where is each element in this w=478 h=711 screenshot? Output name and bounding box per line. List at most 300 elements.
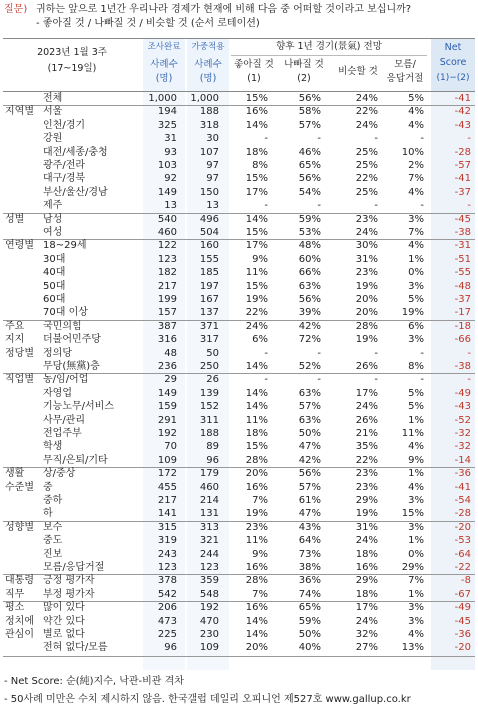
group-label: 대통령 — [5, 575, 34, 587]
weighted-count: 250 — [199, 361, 219, 372]
sample-count: 13 — [164, 200, 177, 212]
row-label: 40대 — [43, 267, 66, 279]
worse-pct: 56% — [298, 173, 321, 185]
sample-count: 236 — [157, 361, 177, 372]
sample-count: 542 — [157, 588, 177, 600]
same-pct: 24% — [355, 535, 378, 547]
row-label: 기능노무/서비스 — [43, 401, 114, 413]
same-pct: 29% — [355, 575, 378, 587]
unknown-pct: 1% — [408, 253, 424, 265]
row-label: 제주 — [43, 200, 63, 212]
unknown-pct: 0% — [408, 267, 424, 279]
same-pct: 26% — [355, 361, 378, 372]
sample-count: 206 — [157, 602, 177, 614]
header-opt4: 모름/ — [394, 59, 416, 70]
worse-pct: 63% — [298, 387, 321, 399]
net-score: -18 — [454, 320, 471, 332]
better-pct: 14% — [245, 387, 268, 399]
weighted-count: 311 — [199, 414, 219, 426]
better-pct: 18% — [245, 428, 268, 439]
same-pct: 27% — [355, 642, 378, 654]
worse-pct: 57% — [298, 481, 321, 493]
worse-pct: 48% — [298, 240, 321, 252]
weighted-count: 97 — [206, 160, 219, 171]
worse-pct: 59% — [298, 213, 321, 225]
unknown-pct: 3% — [408, 602, 424, 614]
table-row — [3, 294, 475, 306]
group-label: 관심이 — [5, 629, 34, 640]
same-pct: 16% — [355, 562, 378, 573]
better-pct: 14% — [245, 361, 268, 372]
worse-pct: 63% — [298, 414, 321, 426]
net-score: -43 — [454, 401, 471, 413]
row-label: 많이 있다 — [43, 602, 85, 614]
net-score: -57 — [454, 160, 471, 171]
unknown-pct: 5% — [408, 93, 424, 104]
row-label: 30대 — [43, 253, 66, 265]
header-score3: (1)−(2) — [436, 73, 470, 83]
sample-count: 149 — [157, 186, 177, 198]
weighted-count: 97 — [206, 173, 219, 185]
table-row — [3, 522, 475, 534]
unknown-pct: 4% — [408, 119, 424, 131]
unknown-pct: 13% — [401, 642, 424, 654]
sample-count: 217 — [157, 495, 177, 506]
net-score: -8 — [461, 575, 471, 587]
table-row — [3, 629, 475, 641]
row-label: 부정 평가자 — [43, 588, 95, 600]
table-row — [3, 441, 475, 453]
sample-count: 157 — [157, 307, 177, 319]
unknown-pct: 3% — [408, 521, 424, 533]
unknown-pct: 29% — [401, 562, 424, 573]
weighted-count: 192 — [199, 602, 219, 614]
sample-count: 149 — [157, 387, 177, 399]
same-pct: 19% — [355, 334, 378, 346]
net-score: -41 — [454, 173, 471, 185]
header-opt1-num: (1) — [247, 73, 261, 84]
unknown-pct: 1% — [408, 535, 424, 547]
net-score: -32 — [454, 441, 471, 453]
header-weighted: 사례수 — [194, 59, 222, 70]
row-label: 전업주부 — [43, 428, 82, 439]
header-score2: Score — [439, 57, 467, 68]
table-row — [3, 227, 475, 239]
row-label: 서울 — [43, 106, 63, 118]
worse-pct: 72% — [298, 334, 321, 346]
sample-count: 199 — [157, 294, 177, 305]
sample-count: 291 — [157, 414, 177, 426]
row-label: 별로 없다 — [43, 629, 85, 640]
table-row — [3, 575, 475, 587]
table-row — [3, 106, 475, 118]
better-pct: 16% — [245, 562, 268, 573]
row-label: 진보 — [43, 548, 63, 560]
group-label: 지지 — [5, 334, 25, 346]
sample-count: 172 — [157, 468, 177, 480]
header-sample-top: 조사완료 — [147, 42, 181, 52]
unknown-pct: 3% — [408, 280, 424, 292]
net-score: -67 — [454, 588, 471, 600]
net-score: -51 — [454, 253, 471, 265]
net-score: - — [467, 347, 471, 359]
table-row — [3, 147, 475, 159]
row-label: 국민의힘 — [43, 320, 82, 332]
row-label: 대전/세종/충청 — [43, 146, 108, 158]
group-label: 연령별 — [5, 240, 34, 252]
net-score: -49 — [454, 387, 471, 399]
question-text: 귀하는 앞으로 1년간 우리나라 경제가 현재에 비해 다음 중 어떠할 것이라고 보십니까? — [36, 4, 412, 15]
better-pct: 9% — [252, 548, 268, 560]
unknown-pct: 1% — [408, 588, 424, 600]
footnote-1: - Net Score: 순(純)지수, 낙관-비관 격차 — [4, 676, 184, 687]
unknown-pct: 10% — [401, 146, 424, 158]
sample-count: 93 — [164, 146, 177, 158]
sample-count: 460 — [157, 227, 177, 238]
unknown-pct: 1% — [408, 414, 424, 426]
sample-count: 29 — [164, 374, 177, 386]
better-pct: 23% — [245, 521, 268, 533]
worse-pct: 47% — [298, 441, 321, 453]
header-dates: (17~19일) — [47, 63, 97, 74]
table-row — [3, 482, 475, 494]
table-row — [3, 602, 475, 614]
worse-pct: 38% — [298, 562, 321, 573]
footnote-2: - 50사례 미만은 수치 제시하지 않음. 한국갤럽 데일리 오피니언 제527호 www.gallup.co.kr — [4, 694, 411, 705]
same-pct: 29% — [355, 495, 378, 506]
sample-count: 192 — [157, 428, 177, 439]
worse-pct: 39% — [298, 307, 321, 319]
worse-pct: 42% — [298, 320, 321, 332]
same-pct: 26% — [355, 414, 378, 426]
worse-pct: 57% — [298, 401, 321, 413]
weighted-count: 185 — [199, 267, 219, 279]
row-label: 전혀 없다/모름 — [43, 642, 108, 654]
unknown-pct: 0% — [408, 548, 424, 560]
worse-pct: 64% — [298, 535, 321, 547]
same-pct: 25% — [355, 186, 378, 198]
weighted-count: 89 — [206, 441, 219, 453]
row-label: 70대 이상 — [43, 307, 88, 319]
header-sample: 사례수 — [150, 59, 178, 70]
better-pct: 14% — [245, 615, 268, 627]
better-pct: 15% — [245, 441, 268, 453]
row-label: 전체 — [43, 93, 63, 104]
header-group-divider — [231, 55, 427, 56]
worse-pct: 54% — [298, 186, 321, 198]
same-pct: 32% — [355, 629, 378, 640]
worse-pct: 42% — [298, 454, 321, 466]
worse-pct: 58% — [298, 106, 321, 118]
weighted-count: 167 — [199, 294, 219, 305]
net-score: -28 — [454, 146, 471, 158]
sample-count: 123 — [157, 253, 177, 265]
table-row — [3, 562, 475, 574]
row-label: 무당(無黨)층 — [43, 361, 100, 372]
unknown-pct: 19% — [401, 307, 424, 319]
weighted-count: 230 — [199, 629, 219, 640]
unknown-pct: 4% — [408, 481, 424, 493]
net-score: -17 — [454, 307, 471, 319]
sample-count: 540 — [157, 213, 177, 225]
table-row — [3, 549, 475, 561]
weighted-count: 179 — [199, 468, 219, 480]
group-label: 지역별 — [5, 106, 34, 118]
table-row — [3, 93, 475, 105]
net-score: -14 — [454, 454, 471, 466]
table-row — [3, 240, 475, 252]
net-score: -22 — [454, 562, 471, 573]
unknown-pct: 3% — [408, 495, 424, 506]
same-pct: 17% — [355, 387, 378, 399]
net-score: -45 — [454, 213, 471, 225]
better-pct: 7% — [252, 495, 268, 506]
sample-count: 217 — [157, 280, 177, 292]
row-label: 강원 — [43, 133, 63, 145]
better-pct: 7% — [252, 588, 268, 600]
sample-count: 96 — [164, 642, 177, 654]
header-weighted-unit: (명) — [199, 73, 217, 84]
table-row — [3, 401, 475, 413]
row-label: 보수 — [43, 521, 63, 533]
worse-pct: 52% — [298, 361, 321, 372]
sample-count: 378 — [157, 575, 177, 587]
table-bottom-rule — [3, 656, 475, 657]
unknown-pct: 3% — [408, 213, 424, 225]
weighted-count: 188 — [199, 106, 219, 118]
same-pct: 20% — [355, 307, 378, 319]
worse-pct: 36% — [298, 575, 321, 587]
same-pct: - — [374, 200, 378, 212]
worse-pct: 56% — [298, 93, 321, 104]
same-pct: - — [374, 133, 378, 145]
worse-pct: 59% — [298, 615, 321, 627]
table-row — [3, 214, 475, 226]
worse-pct: 65% — [298, 602, 321, 614]
sample-count: 122 — [157, 240, 177, 252]
table-row — [3, 321, 475, 333]
table-row — [3, 428, 475, 440]
net-score: -20 — [454, 521, 471, 533]
unknown-pct: 7% — [408, 227, 424, 238]
net-score: -37 — [454, 294, 471, 305]
header-opt2-num: (2) — [297, 73, 311, 84]
group-label: 직업별 — [5, 374, 34, 386]
sample-count: 315 — [157, 521, 177, 533]
same-pct: 23% — [355, 468, 378, 480]
same-pct: 28% — [355, 320, 378, 332]
row-label: 여성 — [43, 227, 63, 238]
net-score: -45 — [454, 615, 471, 627]
weighted-count: 155 — [199, 253, 219, 265]
sample-count: 194 — [157, 106, 177, 118]
weighted-count: 371 — [199, 320, 219, 332]
weighted-count: 50 — [206, 347, 219, 359]
weighted-count: 1,000 — [190, 93, 219, 104]
table-row — [3, 200, 475, 212]
worse-pct: 46% — [298, 146, 321, 158]
weighted-count: 96 — [206, 454, 219, 466]
same-pct: 23% — [355, 481, 378, 493]
better-pct: 20% — [245, 642, 268, 654]
same-pct: 24% — [355, 227, 378, 238]
weighted-count: 496 — [199, 213, 219, 225]
weighted-count: 214 — [199, 495, 219, 506]
sample-count: 109 — [157, 454, 177, 466]
weighted-count: 109 — [199, 642, 219, 654]
table-row — [3, 374, 475, 386]
row-label: 긍정 평가자 — [43, 575, 95, 587]
better-pct: 20% — [245, 468, 268, 480]
better-pct: 11% — [245, 535, 268, 547]
unknown-pct: 5% — [408, 401, 424, 413]
same-pct: 31% — [355, 521, 378, 533]
sample-count: 103 — [157, 160, 177, 171]
weighted-count: 123 — [199, 562, 219, 573]
worse-pct: 50% — [298, 428, 321, 439]
same-pct: 18% — [355, 588, 378, 600]
table-row — [3, 160, 475, 172]
weighted-count: 13 — [206, 200, 219, 212]
same-pct: 23% — [355, 213, 378, 225]
weighted-count: 160 — [199, 240, 219, 252]
net-score: -28 — [454, 508, 471, 520]
net-score: - — [467, 133, 471, 145]
better-pct: 22% — [245, 307, 268, 319]
row-label: 약간 있다 — [43, 615, 85, 627]
net-score: -36 — [454, 468, 471, 480]
table-row — [3, 616, 475, 628]
same-pct: 19% — [355, 508, 378, 520]
same-pct: 25% — [355, 160, 378, 171]
sample-count: 243 — [157, 548, 177, 560]
net-score: -20 — [454, 642, 471, 654]
net-score: -37 — [454, 186, 471, 198]
unknown-pct: 7% — [408, 173, 424, 185]
weighted-count: 548 — [199, 588, 219, 600]
header-weighted-top: 가중적용 — [191, 42, 225, 52]
better-pct: - — [264, 347, 268, 359]
net-score: -52 — [454, 414, 471, 426]
same-pct: 24% — [355, 93, 378, 104]
net-score: -48 — [454, 280, 471, 292]
same-pct: 19% — [355, 280, 378, 292]
worse-pct: 50% — [298, 629, 321, 640]
row-label: 대구/경북 — [43, 173, 86, 185]
row-label: 사무/관리 — [43, 414, 86, 426]
worse-pct: 65% — [298, 160, 321, 171]
unknown-pct: 4% — [408, 106, 424, 118]
sample-count: 319 — [157, 535, 177, 547]
net-score: -36 — [454, 629, 471, 640]
better-pct: 14% — [245, 629, 268, 640]
worse-pct: 56% — [298, 468, 321, 480]
better-pct: 17% — [245, 186, 268, 198]
row-label: 상/중상 — [43, 468, 76, 480]
sample-count: 48 — [164, 347, 177, 359]
table-row — [3, 508, 475, 520]
group-label: 직무 — [5, 588, 25, 600]
worse-pct: 63% — [298, 280, 321, 292]
table-row — [3, 281, 475, 293]
sample-count: 225 — [157, 629, 177, 640]
group-label: 수준별 — [5, 481, 34, 493]
net-score: -38 — [454, 361, 471, 372]
row-label: 학생 — [43, 441, 63, 453]
weighted-count: 197 — [199, 280, 219, 292]
same-pct: 35% — [355, 441, 378, 453]
better-pct: 11% — [245, 414, 268, 426]
better-pct: 16% — [245, 481, 268, 493]
better-pct: 18% — [245, 146, 268, 158]
table-row — [3, 415, 475, 427]
group-label: 정당별 — [5, 347, 34, 359]
better-pct: 19% — [245, 508, 268, 520]
worse-pct: - — [317, 347, 321, 359]
question-options: - 좋아질 것 / 나빠질 것 / 비슷할 것 (순서 로테이션) — [36, 18, 260, 29]
table-row — [3, 495, 475, 507]
table-row — [3, 307, 475, 319]
better-pct: 6% — [252, 334, 268, 346]
better-pct: 15% — [245, 280, 268, 292]
sample-count: 92 — [164, 173, 177, 185]
same-pct: 23% — [355, 267, 378, 279]
net-score: -42 — [454, 106, 471, 118]
weighted-count: 26 — [206, 374, 219, 386]
unknown-pct: 4% — [408, 240, 424, 252]
weighted-count: 318 — [199, 119, 219, 131]
row-label: 부산/울산/경남 — [43, 186, 108, 198]
better-pct: 24% — [245, 320, 268, 332]
table-row — [3, 120, 475, 132]
better-pct: 14% — [245, 401, 268, 413]
better-pct: 11% — [245, 267, 268, 279]
better-pct: 16% — [245, 602, 268, 614]
unknown-pct: - — [420, 374, 424, 386]
row-label: 자영업 — [43, 387, 72, 399]
better-pct: 28% — [245, 575, 268, 587]
sample-count: 473 — [157, 615, 177, 627]
header-score1: Net — [444, 42, 462, 53]
unknown-pct: 1% — [408, 468, 424, 480]
footnotes — [4, 673, 476, 709]
group-label: 정치에 — [5, 615, 34, 627]
group-label: 평소 — [5, 602, 25, 614]
better-pct: - — [264, 374, 268, 386]
same-pct: - — [374, 347, 378, 359]
table-row — [3, 468, 475, 480]
unknown-pct: - — [420, 133, 424, 145]
row-label: 남성 — [43, 213, 63, 225]
weighted-count: 131 — [199, 508, 219, 520]
row-label: 더불어민주당 — [43, 334, 101, 346]
table-row — [3, 388, 475, 400]
row-label: 정의당 — [43, 347, 72, 359]
same-pct: 24% — [355, 615, 378, 627]
sample-count: 141 — [157, 508, 177, 520]
unknown-pct: 3% — [408, 334, 424, 346]
net-score: -55 — [454, 267, 471, 279]
worse-pct: 40% — [298, 642, 321, 654]
table-row — [3, 334, 475, 346]
unknown-pct: 15% — [401, 508, 424, 520]
table-row — [3, 589, 475, 601]
weighted-count: 150 — [199, 186, 219, 198]
unknown-pct: 7% — [408, 575, 424, 587]
same-pct: 20% — [355, 294, 378, 305]
same-pct: 22% — [355, 454, 378, 466]
better-pct: 15% — [245, 227, 268, 238]
